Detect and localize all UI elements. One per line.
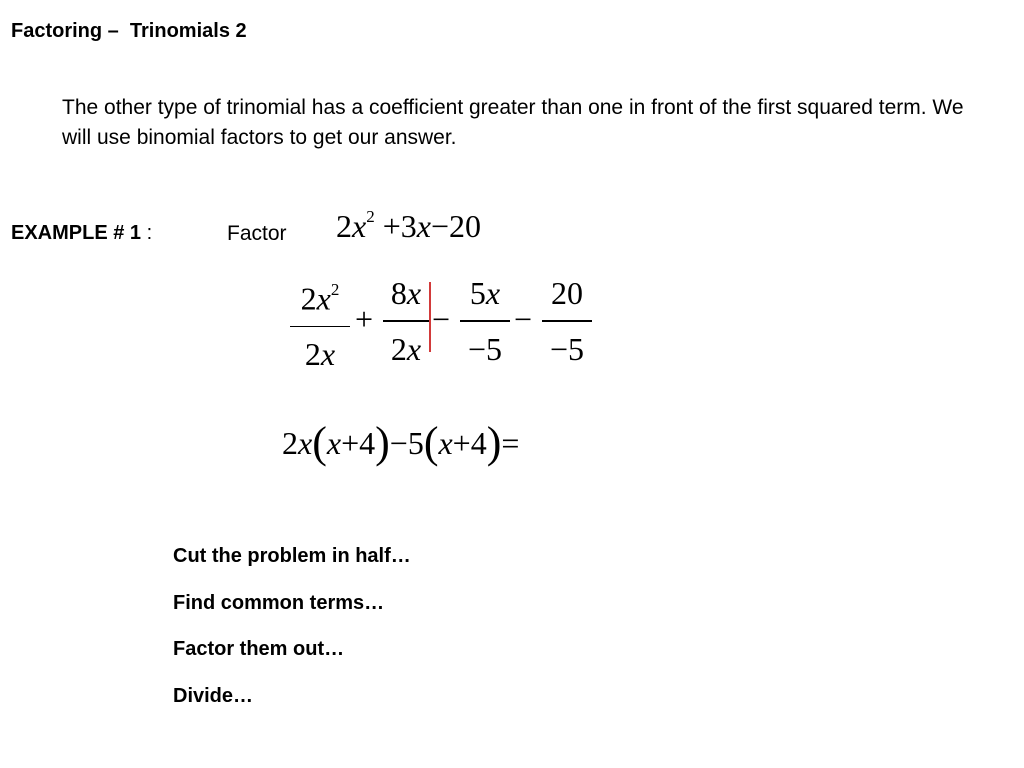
- split-op-plus: +: [355, 301, 374, 337]
- split-op-minus-1: −: [432, 301, 451, 337]
- problem-coef-b: 3: [400, 208, 417, 244]
- fraction-3-numerator: 5x: [469, 275, 501, 311]
- split-op-minus-2: −: [514, 301, 533, 337]
- page-title: Factoring – Trinomials 2: [11, 20, 247, 42]
- problem-coef-a: 2: [336, 208, 352, 244]
- fraction-4-bar: [542, 320, 592, 322]
- step-item: Divide…: [173, 684, 254, 707]
- factor-word: Factor: [227, 222, 287, 245]
- paren-close-1: ): [375, 418, 390, 467]
- problem-op-minus: −: [430, 208, 449, 244]
- problem-var-2: x: [416, 208, 431, 244]
- example-label: [11, 222, 152, 245]
- fraction-1-denominator: 2x: [304, 336, 336, 373]
- paren-close-2: ): [486, 418, 502, 467]
- result-coef: 2: [282, 425, 298, 461]
- problem-expression: [336, 208, 481, 245]
- step-item: Factor them out…: [173, 638, 345, 660]
- result-equals: =: [501, 425, 520, 461]
- fraction-2-denominator: 2x: [390, 330, 422, 367]
- problem-op-plus: +: [382, 208, 401, 244]
- step-item: Cut the problem in half…: [173, 545, 411, 567]
- fraction-3-denominator: −5: [467, 330, 503, 367]
- fraction-2-bar: [383, 320, 429, 322]
- intro-paragraph: The other type of trinomial has a coefficient greater than one in front of the first squared term. We will use binomial factors to get our answer.: [62, 96, 964, 149]
- problem-const: 20: [449, 208, 481, 244]
- fraction-4: [542, 276, 592, 366]
- group-2-var: x: [438, 425, 453, 461]
- split-divider-line: [429, 282, 431, 352]
- fraction-2: [383, 276, 429, 366]
- paren-open-1: (: [312, 418, 327, 467]
- group-1-rest: +4: [341, 425, 376, 461]
- problem-var-1: x: [352, 208, 367, 244]
- example-colon: :: [141, 222, 153, 244]
- paren-open-2: (: [423, 418, 439, 467]
- group-2-rest: +4: [452, 425, 487, 461]
- result-minus-term: −5: [389, 425, 424, 461]
- fraction-1-numerator: $2x^2$: [300, 280, 340, 317]
- step-item: Find common terms…: [173, 591, 385, 614]
- example-number: EXAMPLE # 1: [11, 222, 142, 244]
- fraction-1-bar: [290, 326, 350, 328]
- group-1-var: x: [326, 425, 342, 461]
- result-var: x: [298, 425, 313, 461]
- problem-exponent: 2: [366, 207, 375, 227]
- step-list: [173, 545, 411, 731]
- factored-expression: [282, 414, 519, 465]
- fraction-3: [460, 276, 510, 366]
- fraction-2-numerator: 8x: [390, 275, 422, 311]
- fraction-1: [290, 276, 350, 371]
- fraction-4-denominator: −5: [549, 330, 585, 367]
- fraction-4-numerator: 20: [551, 275, 583, 311]
- fraction-3-bar: [460, 320, 510, 322]
